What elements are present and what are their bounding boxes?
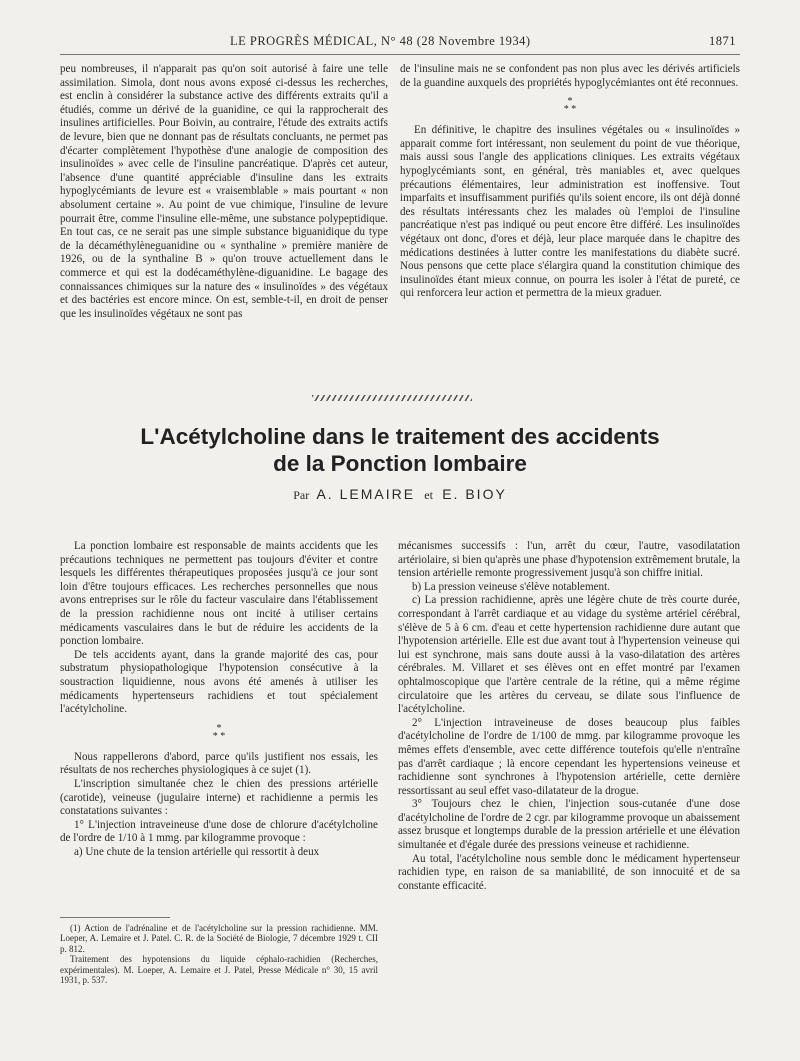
header-rule [60, 54, 740, 55]
paragraph: de l'insuline mais ne se confondent pas non plus avec les dérivés artificiels de la guandine auxquels des propriétés hypoglycémiantes ont été reconnues. [400, 63, 740, 89]
paragraph: mécanismes successifs : l'un, arrêt du cœur, l'autre, vasodilatation artériolaire, si bien qu'après une phase d'hypotension extrêmement brutale, la tension artérielle remonte progressivement jusqu'à son chiffre initial. [398, 540, 740, 580]
footnotes [60, 923, 378, 985]
author-name: A. LEMAIRE [316, 486, 416, 502]
paragraph: De tels accidents ayant, dans la grande majorité des cas, pour substratum physiopathologique l'hypotension consécutive à la soustraction liquidienne, nous avons été amenés à utiliser les médicaments hypertenseurs rachidiens et tout spécialement l'acétylcholine. [60, 648, 378, 716]
journal-title: LE PROGRÈS MÉDICAL, N° 48 (28 Novembre 1934) [230, 34, 531, 48]
paragraph: b) La pression veineuse s'élève notablement. [412, 580, 610, 593]
paragraph: peu nombreuses, il n'apparait pas qu'on soit autorisé à faire une telle assimilation. Simola, dont nous avons exposé ci-dessus les recherches, est enclin à considérer la substance active des différents extraits qu'il a étudiés, comme un dérivé de la guanidine, ce qui la rapprocherait des insulines artificielles. Pour Boivin, au contraire, l'étude des extraits actifs de levure, bien que ne donnant pas de résultats concluants, ne permet pas d'écarter complètement l'hypothèse d'une analogie de composition des insulinoïdes » avec celle de l'insuline pancréatique. D'après cet auteur, l'absence d'une quantité appréciable d'insuline dans les extraits hypoglycémiants de levure est « vraisemblable » mais pourtant « non absolument certaine ». Au point de vue chimique, l'insuline de levure pourrait être, comme l'insuline elle-même, une substance polypeptidique. En tout cas, ce ne serait pas une simple substance biguanidique du type de la décaméthylèneguanidine ou « synthaline » première manière de 1926, ou de la synthaline B » qu'on trouve actuellement dans le commerce et qui est la dodécaméthylène-diguanidine. Le bagage des connaissances chimiques sur la nature des « insulinoïdes » des végétaux et des bactéries est encore mince. On est, semble-t-il, en droit de penser que les insulinoïdes végétaux ne sont pas [60, 63, 388, 320]
paragraph: La ponction lombaire est responsable de maints accidents que les précautions techniques ne permettent pas toujours d'éviter et contre lesquels les différentes thérapeutiques proposées jusqu'à ce jour sont loin d'être toujours efficaces. Les recherches personnelles que nous avons entreprises sur le rôle du facteur vasculaire dans l'établissement de la pression rachidienne nous ont incité à utiliser certains médicaments vasculaires dans le but de réduire les accidents de la ponction lombaire. [60, 540, 378, 648]
asterism-top: * [567, 96, 573, 108]
left-column [60, 540, 378, 859]
byline-prefix: Par [293, 488, 310, 502]
asterism-top: * [216, 722, 222, 734]
section-asterism [400, 98, 740, 114]
paragraph: L'inscription simultanée chez le chien des pressions artérielle (carotide), veineuse (jugulaire interne) et rachidienne a permis les constatations suivantes : [60, 777, 378, 818]
byline-conjunction: et [424, 488, 433, 502]
paragraph: Au total, l'acétylcholine nous semble donc le médicament hypertenseur rachidien type, en raison de sa maniabilité, de son innocuité et de sa constante efficacité. [398, 852, 740, 892]
author-name: E. BIOY [442, 486, 507, 502]
footnote-rule [60, 917, 170, 918]
top-left-column [60, 63, 388, 321]
article-title-line: de la Ponction lombaire [273, 451, 527, 476]
article-title [60, 423, 740, 477]
footnote: Traitement des hypotensions du liquide céphalo-rachidien (Recherches, expérimentales). M. Loeper, A. Lemaire et J. Patel, Presse Médicale n° 30, 15 avril 1931, p. 537. [60, 954, 378, 986]
page-number: 1871 [709, 34, 736, 48]
paragraph: a) Une chute de la tension artérielle qui ressortit à deux [74, 845, 320, 858]
paragraph: Nous rappellerons d'abord, parce qu'ils justifient nos essais, les résultats de nos recherches physiologiques à ce sujet (1). [60, 750, 378, 777]
top-right-column [400, 63, 740, 301]
footnote: (1) Action de l'adrénaline et de l'acétylcholine sur la pression rachidienne. MM. Loeper, A. Lemaire et J. Patel. C. R. de la Société de Biologie, 7 décembre 1929 t. CII p. 812. [60, 923, 378, 954]
asterism-bottom: * * [212, 730, 226, 742]
paragraph: 1° L'injection intraveineuse d'une dose de chlorure d'acétylcholine de l'ordre de 1/10 à 1 mmg. par kilogramme provoque : [60, 818, 378, 845]
asterism-bottom: * * [563, 104, 577, 116]
paragraph: 3° Toujours chez le chien, l'injection sous-cutanée d'une dose d'acétylcholine de l'ordre de 2 cgr. par kilogramme provoque un abaissement assez brusque et longtemps durable de la pression artérielle et une élévation simultanée et d'égale durée des pressions veineuse et rachidienne. [398, 798, 740, 852]
paragraph: En définitive, le chapitre des insulines végétales ou « insulinoïdes » apparait comme fort intéressant, non seulement du point de vue théorique, mais aussi sous l'angle des applications cliniques. Les extraits végétaux hypoglycémiants sont, en général, très maniables et, avec quelques précautions élémentaires, leur administration est inoffensive. Tout imparfaits et insuffisamment purifiés qu'ils soient encore, ils ont déjà donné des résultats intéressants chez les malades où l'emploi de l'insuline pancréatique n'est pas indiqué ou peut encore être différé. Les insulinoïdes végétaux ont donc, d'ores et déjà, leur place marquée dans le chapitre des médications destinées à lutter contre les manifestations du diabète sucré. Nous pensons que cette place s'élargira quand la constitution chimique des insulinoïdes étant mieux connue, on pourra les isoler à l'état de pureté, ce qui renforcera leur action et permettra de la mieux graduer. [400, 124, 740, 300]
right-column [398, 540, 740, 893]
section-asterism [60, 722, 378, 742]
running-header [60, 30, 740, 52]
article-title-line: L'Acétylcholine dans le traitement des accidents [140, 424, 660, 449]
paragraph: c) La pression rachidienne, après une légère chute de très courte durée, correspondant à l'arrêt cardiaque et au vidage du système artériel cérébral, s'élève de 5 à 6 cm. d'eau et cette hypertension rachidienne dure autant que l'hypotension artérielle. Elle est due avant tout à l'hypertension veineuse qui lui est synchrone, mais sans doute aussi à la vaso-dilatation des artères cérébrales. M. Villaret et ses élèves ont en effet montré par l'examen ophtalmoscopique que l'artère centrale de la rétine, qui a même régime circulatoire que les artères du cerveau, se dilate sous l'influence de l'acétylcholine. [398, 594, 740, 716]
section-ornament [312, 395, 472, 401]
paragraph: 2° L'injection intraveineuse de doses beaucoup plus faibles d'acétylcholine de l'ordre de 1/100 de mmg. par kilogramme provoque les mêmes effets d'ensemble, avec cette différence toutefois qu'elle n'entraîne pas d'arrêt cardiaque ; là encore cependant les hypertensions veineuse et rachidienne sont synchrones à l'hypotension artérielle, cette dernière ressortissant au seul effet vaso-dilatateur de la drogue. [398, 716, 740, 797]
byline [60, 486, 740, 503]
